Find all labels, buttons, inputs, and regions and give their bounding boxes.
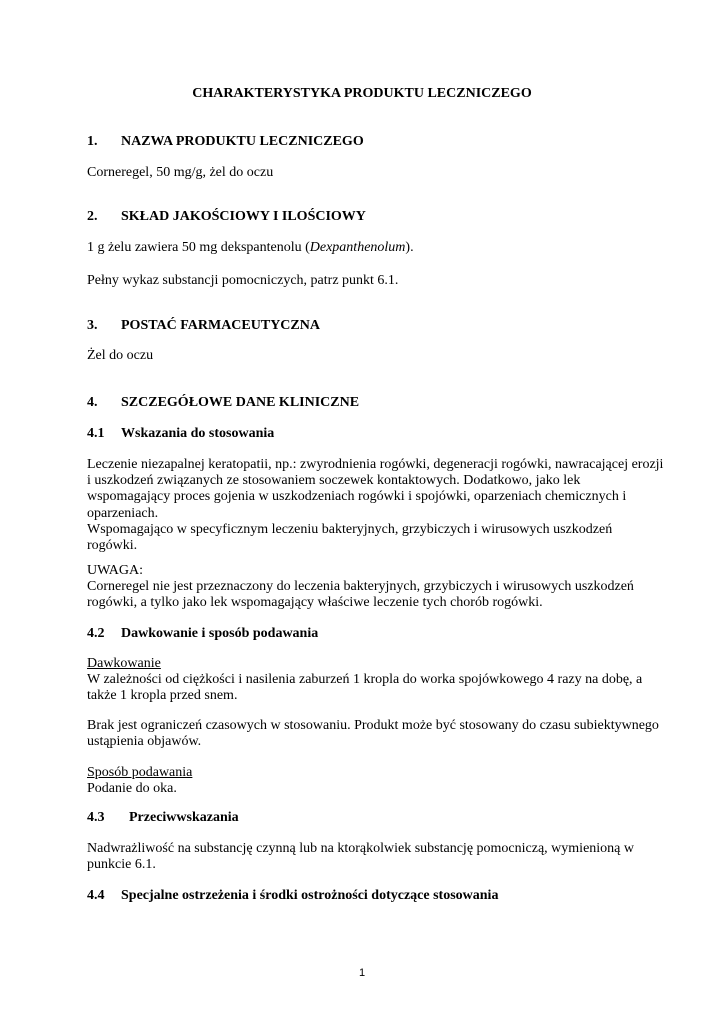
section-4-title: SZCZEGÓŁOWE DANE KLINICZNE <box>121 395 360 410</box>
section-3-title: POSTAĆ FARMACEUTYCZNA <box>121 318 320 333</box>
dosage-line: W zależności od ciężkości i nasilenia zaburzeń 1 kropla do worka spojówkowego 4 razy na dobę, a <box>87 672 643 688</box>
section-1-number: 1. <box>87 134 98 149</box>
duration-line: ustąpienia objawów. <box>87 734 202 750</box>
dosage-line: także 1 kropla przed snem. <box>87 688 238 704</box>
subsection-4-4-title: Specjalne ostrzeżenia i środki ostrożności dotyczące stosowania <box>121 888 499 903</box>
dosage-paragraph <box>87 656 643 705</box>
composition-latin-name: Dexpanthenolum <box>309 240 406 255</box>
section-2-number: 2. <box>87 209 98 224</box>
section-1-title: NAZWA PRODUKTU LECZNICZEGO <box>121 134 364 149</box>
section-4-number: 4. <box>87 395 98 410</box>
product-name-text: Corneregel, 50 mg/g, żel do oczu <box>87 165 274 180</box>
document-title: CHARAKTERYSTYKA PRODUKTU LECZNICZEGO <box>192 86 532 101</box>
indications-line: wspomagający proces gojenia w uszkodzeniach rogówki i spojówki, oparzeniach chemicznych i <box>87 489 627 505</box>
composition-text-start: 1 g żelu zawiera 50 mg dekspantenolu ( <box>87 240 310 255</box>
contraindications-line: Nadwrażliwość na substancję czynną lub na ktorąkolwiek substancję pomocniczą, wymienioną w <box>87 841 634 856</box>
administration-text: Podanie do oka. <box>87 781 177 797</box>
subsection-4-3-title: Przeciwwskazania <box>129 810 239 825</box>
indications-line: oparzeniach. <box>87 505 159 521</box>
indications-line: i uszkodzeń związanych ze stosowaniem soczewek kontaktowych. Dodatkowo, jako lek <box>87 473 581 489</box>
subsection-4-4-heading <box>87 888 498 904</box>
warning-label: UWAGA: <box>87 563 143 578</box>
document-page <box>87 0 664 1024</box>
dosage-label: Dawkowanie <box>87 656 161 671</box>
administration-label: Sposób podawania <box>87 765 193 780</box>
page-number: 1 <box>359 967 366 979</box>
composition-text <box>87 240 632 256</box>
pharmaceutical-form-text: Żel do oczu <box>87 348 154 363</box>
section-3-number: 3. <box>87 318 98 333</box>
subsection-4-1-heading <box>87 426 274 442</box>
indications-paragraph <box>87 457 664 554</box>
administration-paragraph <box>87 765 632 797</box>
warning-line: rogówki, a tylko jako lek wspomagający właściwe leczenie tych chorób rogówki. <box>87 595 543 611</box>
section-3-heading <box>87 318 320 334</box>
contraindications-line: punkcie 6.1. <box>87 857 156 873</box>
section-1-heading <box>87 134 364 150</box>
subsection-4-3-heading <box>87 810 239 826</box>
indications-line: Leczenie niezapalnej keratopatii, np.: zwyrodnienia rogówki, degeneracji rogówki, nawracającej erozji <box>87 457 664 472</box>
composition-text-end: ). <box>405 240 414 255</box>
subsection-4-2-title: Dawkowanie i sposób podawania <box>121 626 319 641</box>
warning-paragraph <box>87 563 632 612</box>
section-2-title: SKŁAD JAKOŚCIOWY I ILOŚCIOWY <box>121 209 366 224</box>
duration-line: Brak jest ograniczeń czasowych w stosowaniu. Produkt może być stosowany do czasu subiektywnego <box>87 718 659 733</box>
section-4-heading <box>87 395 359 411</box>
excipients-text: Pełny wykaz substancji pomocniczych, patrz punkt 6.1. <box>87 273 399 288</box>
subsection-4-1-title: Wskazania do stosowania <box>121 426 275 441</box>
subsection-4-1-number: 4.1 <box>87 426 105 441</box>
subsection-4-2-number: 4.2 <box>87 626 105 641</box>
indications-line: rogówki. <box>87 538 138 554</box>
duration-paragraph <box>87 718 659 750</box>
subsection-4-2-heading <box>87 626 318 642</box>
indications-line: Wspomagająco w specyficznym leczeniu bakteryjnych, grzybiczych i wirusowych uszkodzeń <box>87 521 613 537</box>
subsection-4-3-number: 4.3 <box>87 810 105 825</box>
warning-line: Corneregel nie jest przeznaczony do leczenia bakteryjnych, grzybiczych i wirusowych uszkodzeń <box>87 579 634 595</box>
section-2-heading <box>87 209 366 225</box>
contraindications-paragraph <box>87 841 632 873</box>
subsection-4-4-number: 4.4 <box>87 888 105 903</box>
